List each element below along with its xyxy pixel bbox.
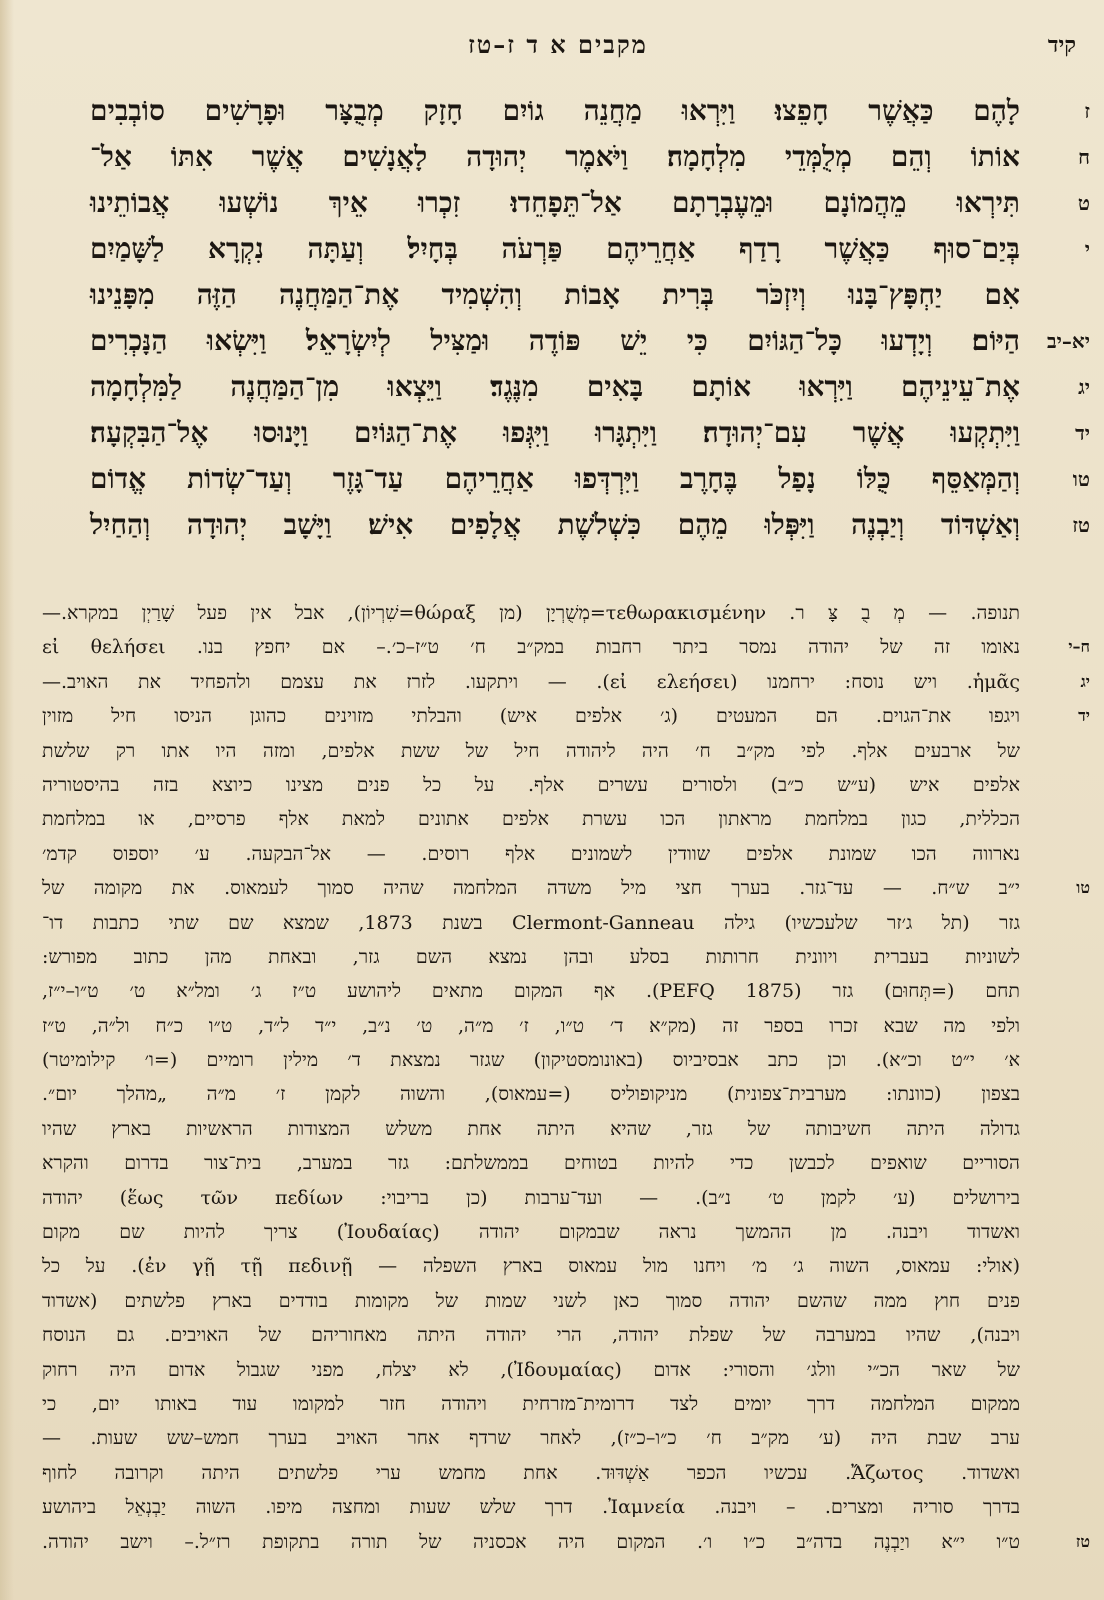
commentary-line-text: (אולי: עמאוס, השוה ג׳ מ׳ ויחנו מול עמאוס בארץ השפלה — ἐν γῇ τῇ πεδινῇ). על כל	[42, 1255, 1020, 1278]
verse-line-text: בְּיַם־סוּף כַּאֲשֶׁר רָדַף אַחֲרֵיהֶם פַּרְעֹה בְּחָיִל׃ וְעַתָּה נִקְרָא לַשָּׁמַיִם	[90, 232, 1020, 265]
commentary-verse-ref: טז	[1075, 1531, 1090, 1551]
verse-line-text: וְהַמְּאַסֵּף כֻּלּוֹ נָפַל בֶּחָרֶב וַיִּרְדְּפוּ אַחֲרֵיהֶם עַד־גָּזֶר וְעַד־שְׂדוֹת אֱדוֹם	[90, 462, 1020, 495]
commentary-line-text: של ארבעים אלף. לפי מק״ב ח׳ היה ליהודה חיל של ששת אלפים, ומזה היו אתו רק שלשת	[42, 739, 1020, 762]
commentary-line-text: י״ב ש״ח. — עד־גזר. בערך חצי מיל משדה המלחמה שהיה סמוך לעמאוס. את מקומה של	[42, 877, 1020, 900]
commentary-line-text: הסוריים שואפים לכבשן כדי להיות בטוחים בממשלתם: גזר במערב, בית־צור בדרום והקרא	[42, 1152, 1020, 1175]
commentary-line	[42, 1284, 1020, 1318]
commentary-line-text: בצפון (כוונתו: מערבית־צפונית) מניקופוליס (=עמאוס), והשוה לקמן ז׳ מ״ה „מהלך יום״.	[42, 1083, 1020, 1106]
commentary-line-text: תחם (=תְּחוּם) גזר (PEFQ 1875). אף המקום מתאים ליהושע ט״ז ג׳ ומל״א ט׳ ט״ו–י״ז,	[42, 980, 1021, 1003]
commentary-line	[42, 630, 1090, 664]
verse-number: י	[1084, 237, 1090, 261]
commentary-verse-ref: יג	[1080, 671, 1090, 691]
commentary-line	[42, 1456, 1020, 1490]
commentary-line-text: ויגפו את־הגוים. הם המעטים (ג׳ אלפים איש) והבלתי מזוינים כהוגן הניסו חיל מזוין	[42, 705, 1020, 728]
verse-line	[90, 410, 1090, 456]
commentary-line	[42, 974, 1020, 1008]
commentary-line	[42, 1318, 1020, 1352]
commentary-line-text: תנופה. — מְ בֻ צָּ ר. τεθωρακισμένην=מְשֻׁרְיָן (מן θώραξ=שִׁרְיוֹן), אבל אין פעל שָׁרַיְן במקרא.—	[42, 602, 1021, 624]
verse-number: ט	[1077, 191, 1090, 215]
verse-line-text: וַיִּתְקְעוּ אֲשֶׁר עִם־יְהוּדָה׃ וַיִּתְגָּרוּ וַיִּגְּפוּ אֶת־הַגּוֹיִם וַיָּנוּסוּ אֶל־הַבִּקְעָה׃	[90, 416, 1020, 449]
verse-line	[90, 364, 1090, 410]
commentary-line-text: פנים חוץ ממה שהשם יהודה סמוך כאן לשני שמות של מקומות בודדים בארץ פלשתים (אשדוד	[42, 1289, 1020, 1312]
commentary-line-text: בדרך סוריה ומצרים. – ויבנה. Ἰαμνεία. דרך שלש שעות ומחצה מיפו. השוה יַבְנְאֵל ביהושע	[42, 1496, 1021, 1519]
commentary-line-text: ולפי מה שבא זכרו בספר זה (מק״א ד׳ ט״ו, ז׳ מ״ה, ט׳ נ״ב, י״ד ל״ד, ט״ו כ״ח ול״ה, ט״ז	[42, 1014, 1020, 1037]
verse-number: טו	[1072, 467, 1090, 491]
commentary-line-text: א׳ י״ט וכ״א). וכן כתב אבסיביוס (באונומסטיקון) שגזר נמצאת ד׳ מילין רומיים (=ו׳ קילומיטר)	[42, 1049, 1020, 1072]
verse-line	[90, 272, 1020, 318]
commentary-line-text: ממקום המלחמה דרך יומים לצד דרומית־מזרחית ויהודה חזר למקומו עוד באותו יום, כי	[42, 1392, 1020, 1415]
verse-line-text: אֶת־עֵינֵיהֶם וַיִּרְאוּ אוֹתָם בָּאִים מִנֶּגֶד׃ וַיֵּצְאוּ מִן־הַמַּחֲנֶה לַמִּלְחָמָה	[90, 370, 1020, 403]
commentary-line-text: לשוניות בעברית ויוונית חרותות בסלע ובהן נמצא השם גזר, ובאחת מהן כתוב מפורש:	[42, 945, 1020, 968]
commentary-line-text: ויבנה), שהיו במערבה של שפלת יהודה, הרי יהודה היתה מאחוריהם של האויבים. גם הנוסח	[42, 1324, 1020, 1347]
verse-line-text: תִּירְאוּ מֵהֲמוֹנָם וּמֵעֶבְרָתָם אַל־תֵּפָחֵדוּ׃ זִכְרוּ אֵיךְ נוֹשְׁעוּ אֲבוֹתֵינוּ	[90, 186, 1020, 219]
commentary-line	[42, 1215, 1020, 1249]
commentary-line-text: בירושלים (ע׳ לקמן ט׳ נ״ב). — ועד־ערבות (כן בריבוי: ἕως τῶν πεδίων) יהודה	[42, 1186, 1020, 1209]
commentary-line-text: ἡμᾶς. ויש נוסח: ירחמנו (εἰ ελεήσει). — ויתקעו. לזרז את עצמם ולהפחיד את האויב.—	[42, 670, 1020, 693]
commentary-line	[42, 665, 1090, 699]
verse-line	[90, 180, 1090, 226]
verse-line-text: הַיּוֹם׃ וְיָדְעוּ כָּל־הַגּוֹיִם כִּי יֵשׁ פּוֹדֶה וּמַצִּיל לְיִשְׂרָאֵל׃ וַיִּשְׂאוּ הַנָּכְרִים	[90, 324, 1020, 357]
verse-number: ח	[1078, 145, 1090, 169]
commentary-line	[42, 1146, 1020, 1180]
commentary-line-text: ט״ו י״א ויַבְנֶה בדה״ב כ״ו ו׳. המקום היה אכסניה של תורה בתקופת רז״ל.– וישב יהודה.	[42, 1530, 1020, 1553]
commentary-line	[42, 1490, 1020, 1524]
commentary-line-text: נארווה הכו שמונת אלפים שוודין לשמונים אלף רוסים. — אל־הבקעה. ע׳ יוספוס קדמ׳	[42, 842, 1020, 865]
verse-line	[90, 134, 1090, 180]
commentary-line	[42, 1387, 1020, 1421]
commentary-line	[42, 1112, 1020, 1146]
commentary-line	[42, 1421, 1020, 1455]
commentary-line	[42, 1525, 1090, 1559]
running-title: מקבים א ד ז–טז	[468, 30, 648, 59]
commentary-line-text: נאומו זה של יהודה נמסר ביתר רחבות במק״ב ח׳ ט״ז–כ׳.– אם יחפץ בנו. εἰ θελήσει	[42, 636, 1020, 659]
page-edge-shadow	[0, 0, 14, 1600]
commentary-line-text: גדולה היתה חשיבותה של גזר, שהיא היתה אחת משלש המצודות הראשיות בארץ שהיו	[42, 1117, 1020, 1140]
commentary-line	[42, 940, 1020, 974]
commentary-line	[42, 906, 1020, 940]
verse-number: טז	[1072, 513, 1090, 537]
commentary-line	[42, 1249, 1020, 1283]
commentary-line-text: הכללית, כגון במלחמת מראתון הכו עשרת אלפים אתונים למאת אלף פרסיים, או במלחמת	[42, 808, 1020, 831]
commentary-line	[42, 802, 1020, 836]
commentary-line	[42, 1043, 1020, 1077]
verse-number: יד	[1075, 421, 1090, 445]
commentary-verse-ref: ח–י	[1068, 637, 1090, 657]
verse-line-text: וְאַשְׁדּוֹד וְיַבְנֶה וַיִּפְּלוּ מֵהֶם כִּשְׁלֹשֶׁת אֲלָפִים אִישׁ׃ וַיָּשָׁב יְהוּדָה וְהַחַיִל	[90, 508, 1020, 541]
verse-line	[90, 88, 1090, 134]
commentary-line-text: אלפים איש (ע״ש כ״ב) ולסורים עשרים אלף. על כל פנים מצינו כיוצא בזה בהיסטוריה	[42, 773, 1020, 796]
commentary-block	[42, 596, 1090, 1559]
commentary-line-text: ערב שבת היה (ע׳ מק״ב ח׳ כ״ו–כ״ז), לאחר שרדף אחר האויב בערך חמש–שש שעות. —	[42, 1427, 1020, 1450]
page-number: קיד	[1047, 32, 1076, 58]
commentary-line	[42, 768, 1020, 802]
commentary-line	[42, 734, 1020, 768]
commentary-line	[42, 1009, 1020, 1043]
commentary-verse-ref: יד	[1078, 706, 1090, 726]
commentary-line-text: של שאר הכ״י וולג׳ והסורי: אדום (Ἰδουμαίας), לא יצלח, מפני שגבול אדום היה רחוק	[42, 1358, 1021, 1381]
commentary-line	[42, 871, 1090, 905]
commentary-verse-ref: טו	[1076, 878, 1090, 898]
verse-number: ז	[1084, 99, 1090, 123]
commentary-line	[42, 699, 1090, 733]
verse-line-text: אוֹתוֹ וְהֵם מְלֻמְּדֵי מִלְחָמָה׃ וַיֹּאמֶר יְהוּדָה לָאֲנָשִׁים אֲשֶׁר אִתּוֹ אַל־	[90, 140, 1020, 173]
commentary-line-text: גזר (תל ג׳זר שלעכשיו) גילה Clermont-Ganneau בשנת 1873, שמצא שם שתי כתבות דו־	[42, 911, 1020, 934]
verse-number: יא–יב	[1047, 329, 1090, 353]
verse-number: יג	[1078, 375, 1090, 399]
verse-line	[90, 456, 1090, 502]
commentary-line	[42, 596, 1020, 630]
verse-line	[90, 502, 1090, 548]
verse-line	[90, 318, 1090, 364]
verse-text-block	[90, 88, 1090, 548]
verse-line-text: לָהֶם כַּאֲשֶׁר חָפֵצוּ׃ וַיִּרְאוּ מַחֲנֵה גוֹיִם חָזָק מְבֻצָּר וּפָרָשִׁים סוֹבְבִים	[90, 94, 1020, 127]
verse-line	[90, 226, 1090, 272]
commentary-line	[42, 1353, 1020, 1387]
verse-line-text: אִם יַחְפָּץ־בָּנוּ וְיִזְכֹּר בְּרִית אָבוֹת וְהִשְׁמִיד אֶת־הַמַּחֲנֶה הַזֶּה מִפָּנֵינוּ	[90, 278, 1020, 311]
commentary-line-text: ואשדוד. Ἄζωτος. עכשיו הכפר אַשְׁדּוּד. אחת מחמש ערי פלשתים היתה וקרובה לחוף	[42, 1461, 1021, 1484]
commentary-line	[42, 837, 1020, 871]
commentary-line-text: ואשדוד ויבנה. מן ההמשך נראה שבמקום יהודה (Ἰουδαίας) צריך להיות שם מקום	[42, 1221, 1020, 1244]
page-header	[40, 26, 1076, 70]
commentary-line	[42, 1077, 1020, 1111]
commentary-line	[42, 1181, 1020, 1215]
